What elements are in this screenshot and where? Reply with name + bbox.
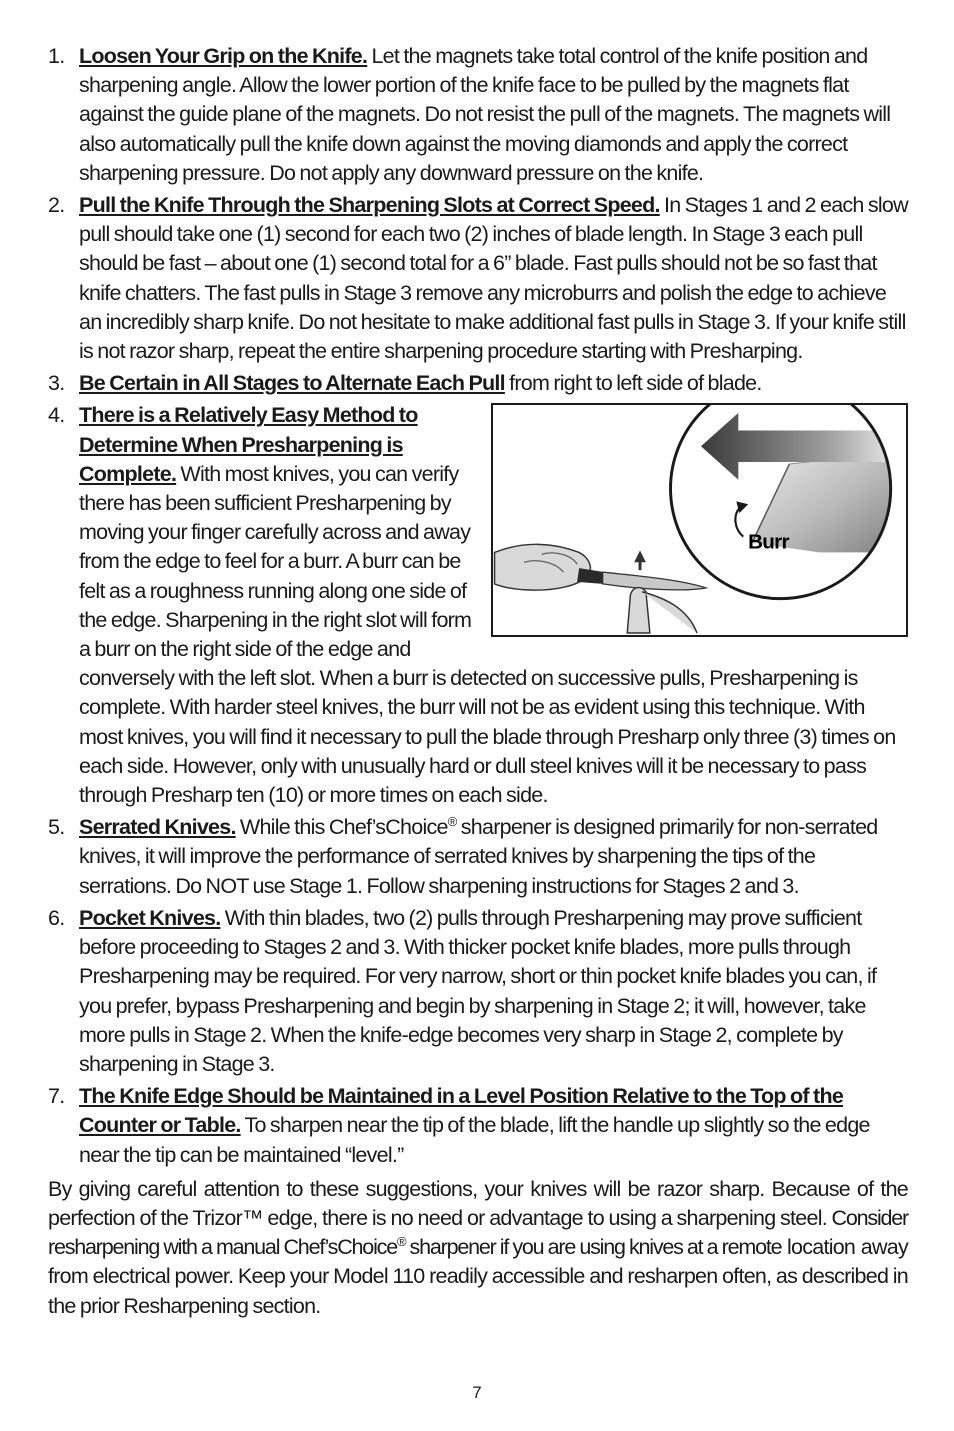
item-number: 5. xyxy=(48,815,65,840)
item-text: While this Chef’sChoice xyxy=(235,815,448,840)
closing-text-2a: Consider resharpening with a manual Chef’sChoice xyxy=(48,1205,908,1260)
instructions-page xyxy=(48,42,908,1342)
burr-illustration xyxy=(491,403,908,637)
hand-and-knife xyxy=(495,545,706,634)
item-text-continued: sharpener is designed primarily for non-serrated knives, it will improve the performance of serrated knives by sharpening the tips of the serrations. Do NOT use Stage 1. Follow sharpening instructions for Stages 2 and 3. xyxy=(79,815,878,898)
item-number: 3. xyxy=(48,371,65,396)
page-number: 7 xyxy=(472,1383,482,1402)
closing-text-1: By giving careful attention to these suggestions, your knives will be razor sharp. Because of the perfection of the Trizor™ edge, there is no need or advantage to using a sharpening steel. xyxy=(48,1176,908,1230)
item-heading: There is a Relatively Easy Method to Determine When Presharpening is Complete. xyxy=(79,403,418,486)
item-number: 6. xyxy=(48,905,65,930)
item-text: In Stages 1 and 2 each slow pull should take one (1) second for each two (2) inches of blade length. In Stage 3 each pull should be fast – about one (1) second total for a 6” blade. Fast pulls should not be so fast that knife chatters. The fast pulls in Stage 3 remove any microburrs and polish the edge to achieve an incredibly sharp knife. Do not hesitate to make additional fast pulls in Stage 3. If your knife still is not razor sharp, repeat the entire sharpening procedure starting with Presharping. xyxy=(79,193,908,364)
list-item-1 xyxy=(48,42,908,188)
registered-mark: ® xyxy=(396,1234,406,1250)
item-number: 2. xyxy=(48,193,65,218)
burr-label: Burr xyxy=(748,530,789,554)
list-item-2 xyxy=(48,191,908,366)
tips-list xyxy=(48,42,908,1170)
list-item-6 xyxy=(48,904,908,1079)
item-text: To sharpen near the tip of the blade, lift the handle up slightly so the edge near the tip can be maintained “level.” xyxy=(79,1113,870,1167)
list-item-3 xyxy=(48,369,908,398)
item-heading: The Knife Edge Should be Maintained in a Level Position Relative to the Top of the Counter or Table. xyxy=(79,1084,844,1138)
item-heading: Pocket Knives. xyxy=(79,905,221,930)
item-text: from right to left side of blade. xyxy=(504,371,762,396)
item-text: With thin blades, two (2) pulls through Presharpening may prove sufficient before proceeding to Stages 2 and 3. With thicker pocket knife blades, more pulls through Presharpening may be required. For very narrow, short or thin pocket knife blades you can, if you prefer, bypass Presharpening and begin by sharpening in Stage 2; it will, however, take more pulls in Stage 2. When the knife-edge becomes very sharp in Stage 2, complete by sharpening in Stage 3. xyxy=(79,905,877,1076)
item-text: With most knives, you can verify there has been sufficient Presharpening by moving your finger carefully across and away from the edge to feel for a burr. A burr can be felt as a roughness running along one side of the edge. Sharpening in the right slot will form a burr on the right side of the edge and conversely with the left slot. When a burr is detected on successive pulls, Presharpening is complete. With harder steel knives, the burr will not be as evident using this technique. With most knives, you will find it necessary to pull the blade through Presharp only three (3) times on each side. However, only with unusually hard or dull steel knives will it be necessary to pass through Presharp ten (10) or more times on each side. xyxy=(79,461,896,808)
item-number: 7. xyxy=(48,1084,65,1109)
magnifier-content xyxy=(662,405,906,611)
item-heading: Pull the Knife Through the Sharpening Slots at Correct Speed. xyxy=(79,193,660,218)
closing-paragraph xyxy=(48,1175,908,1321)
item-heading: Be Certain in All Stages to Alternate Each Pull xyxy=(79,371,505,396)
item-heading: Loosen Your Grip on the Knife. xyxy=(79,44,368,68)
list-item-4 xyxy=(48,401,908,810)
closing-text-2b: sharpener if you are using knives at a remote xyxy=(405,1235,782,1260)
list-item-5 xyxy=(48,813,908,901)
closing-text-3: location away from electrical power. Keep your Model 110 readily accessible and resharpen often, as described in the prior Resharpening section. xyxy=(48,1235,908,1318)
item-heading: Serrated Knives. xyxy=(79,815,236,840)
item-number: 1. xyxy=(48,44,65,68)
list-item-7 xyxy=(48,1082,908,1170)
registered-mark: ® xyxy=(447,814,457,830)
item-number: 4. xyxy=(48,403,65,428)
item-text: Let the magnets take total control of the knife position and sharpening angle. Allow the lower portion of the knife face to be pulled by the magnets flat against the guide plane of the magnets. Do not resist the pull of the magnets. The magnets will also automatically pull the knife down against the moving diamonds and apply the correct sharpening pressure. Do not apply any downward pressure on the knife. xyxy=(79,44,891,185)
